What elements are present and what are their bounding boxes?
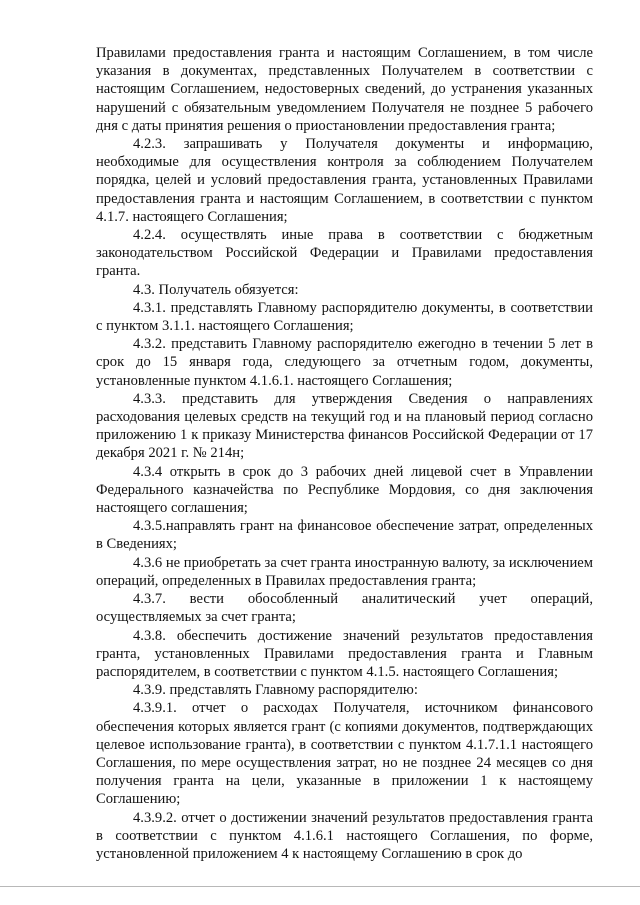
paragraph-4-3-1: 4.3.1. представлять Главному распорядителю документы, в соответствии с пунктом 3.1.1. настоящего Соглашения; xyxy=(96,299,593,335)
paragraph-4-2-4: 4.2.4. осуществлять иные права в соответствии с бюджетным законодательством Российской Федерации и Правилами предоставления гранта. xyxy=(96,227,593,280)
paragraph-4-3-9-1: 4.3.9.1. отчет о расходах Получателя, источником финансового обеспечения которых является грант (с копиями документов, подтверждающих целевое использование гранта), в соответствии с пунктом 4.1.7.1.1 настоящего Соглашения, по мере осуществления затрат, но не позднее 24 месяцев со дня получения гранта на цели, указанные в приложении 1 к настоящему Соглашению; xyxy=(96,700,593,808)
paragraph-4-3-3: 4.3.3. представить для утверждения Сведения о направлениях расходования целевых средств на текущий год и на плановый период согласно приложению 1 к приказу Министерства финансов Российской Федерации от 17 декабря 2021 г. № 214н; xyxy=(96,390,593,462)
paragraph-4-3-8: 4.3.8. обеспечить достижение значений результатов предоставления гранта, установленных Правилами предоставления гранта и Главным распорядителем, в соответствии с пунктом 4.1.5. настоящего Соглашения; xyxy=(96,627,593,680)
paragraph-4-3-2: 4.3.2. представить Главному распорядителю ежегодно в течении 5 лет в срок до 15 января года, следующего за отчетным годом, документы, установленные пунктом 4.1.6.1. настоящего Соглашения; xyxy=(96,336,593,389)
paragraph-4-3-6: 4.3.6 не приобретать за счет гранта иностранную валюту, за исключением операций, определенных в Правилах предоставления гранта; xyxy=(96,554,593,589)
paragraph-4-3-4: 4.3.4 открыть в срок до 3 рабочих дней лицевой счет в Управлении Федерального казначейства по Республике Мордовия, со дня заключения настоящего соглашения; xyxy=(96,463,593,517)
paragraph-4-3-9: 4.3.9. представлять Главному распорядителю: xyxy=(133,682,418,699)
page-bottom-rule xyxy=(0,886,640,887)
paragraph-continuation: Правилами предоставления гранта и настоящим Соглашением, в том числе указания в документах, представленных Получателем в соответствии с настоящим Соглашением, недостоверных сведений, до устранения указанных нарушений с обязательным уведомлением Получателя не позднее 5 рабочего дня с даты принятия решения о приостановлении предоставления гранта; xyxy=(96,45,593,134)
paragraph-4-3: 4.3. Получатель обязуется: xyxy=(133,281,299,298)
paragraph-4-2-3: 4.2.3. запрашивать у Получателя документы и информацию, необходимые для осуществления контроля за соблюдением Получателем порядка, целей и условий предоставления гранта, установленных Правилами предоставления гранта и настоящим Соглашением, в соответствии с пунктом 4.1.7. настоящего Соглашения; xyxy=(96,136,593,225)
document-page xyxy=(96,44,593,863)
paragraph-4-3-5: 4.3.5.направлять грант на финансовое обеспечение затрат, определенных в Сведениях; xyxy=(96,518,593,553)
paragraph-4-3-9-2: 4.3.9.2. отчет о достижении значений результатов предоставления гранта в соответствии с пунктом 4.1.6.1 настоящего Соглашения, по форме, установленной приложением 4 к настоящему Соглашению в срок до xyxy=(96,809,593,862)
paragraph-4-3-7: 4.3.7. вести обособленный аналитический учет операций, осуществляемых за счет гранта; xyxy=(96,591,593,626)
